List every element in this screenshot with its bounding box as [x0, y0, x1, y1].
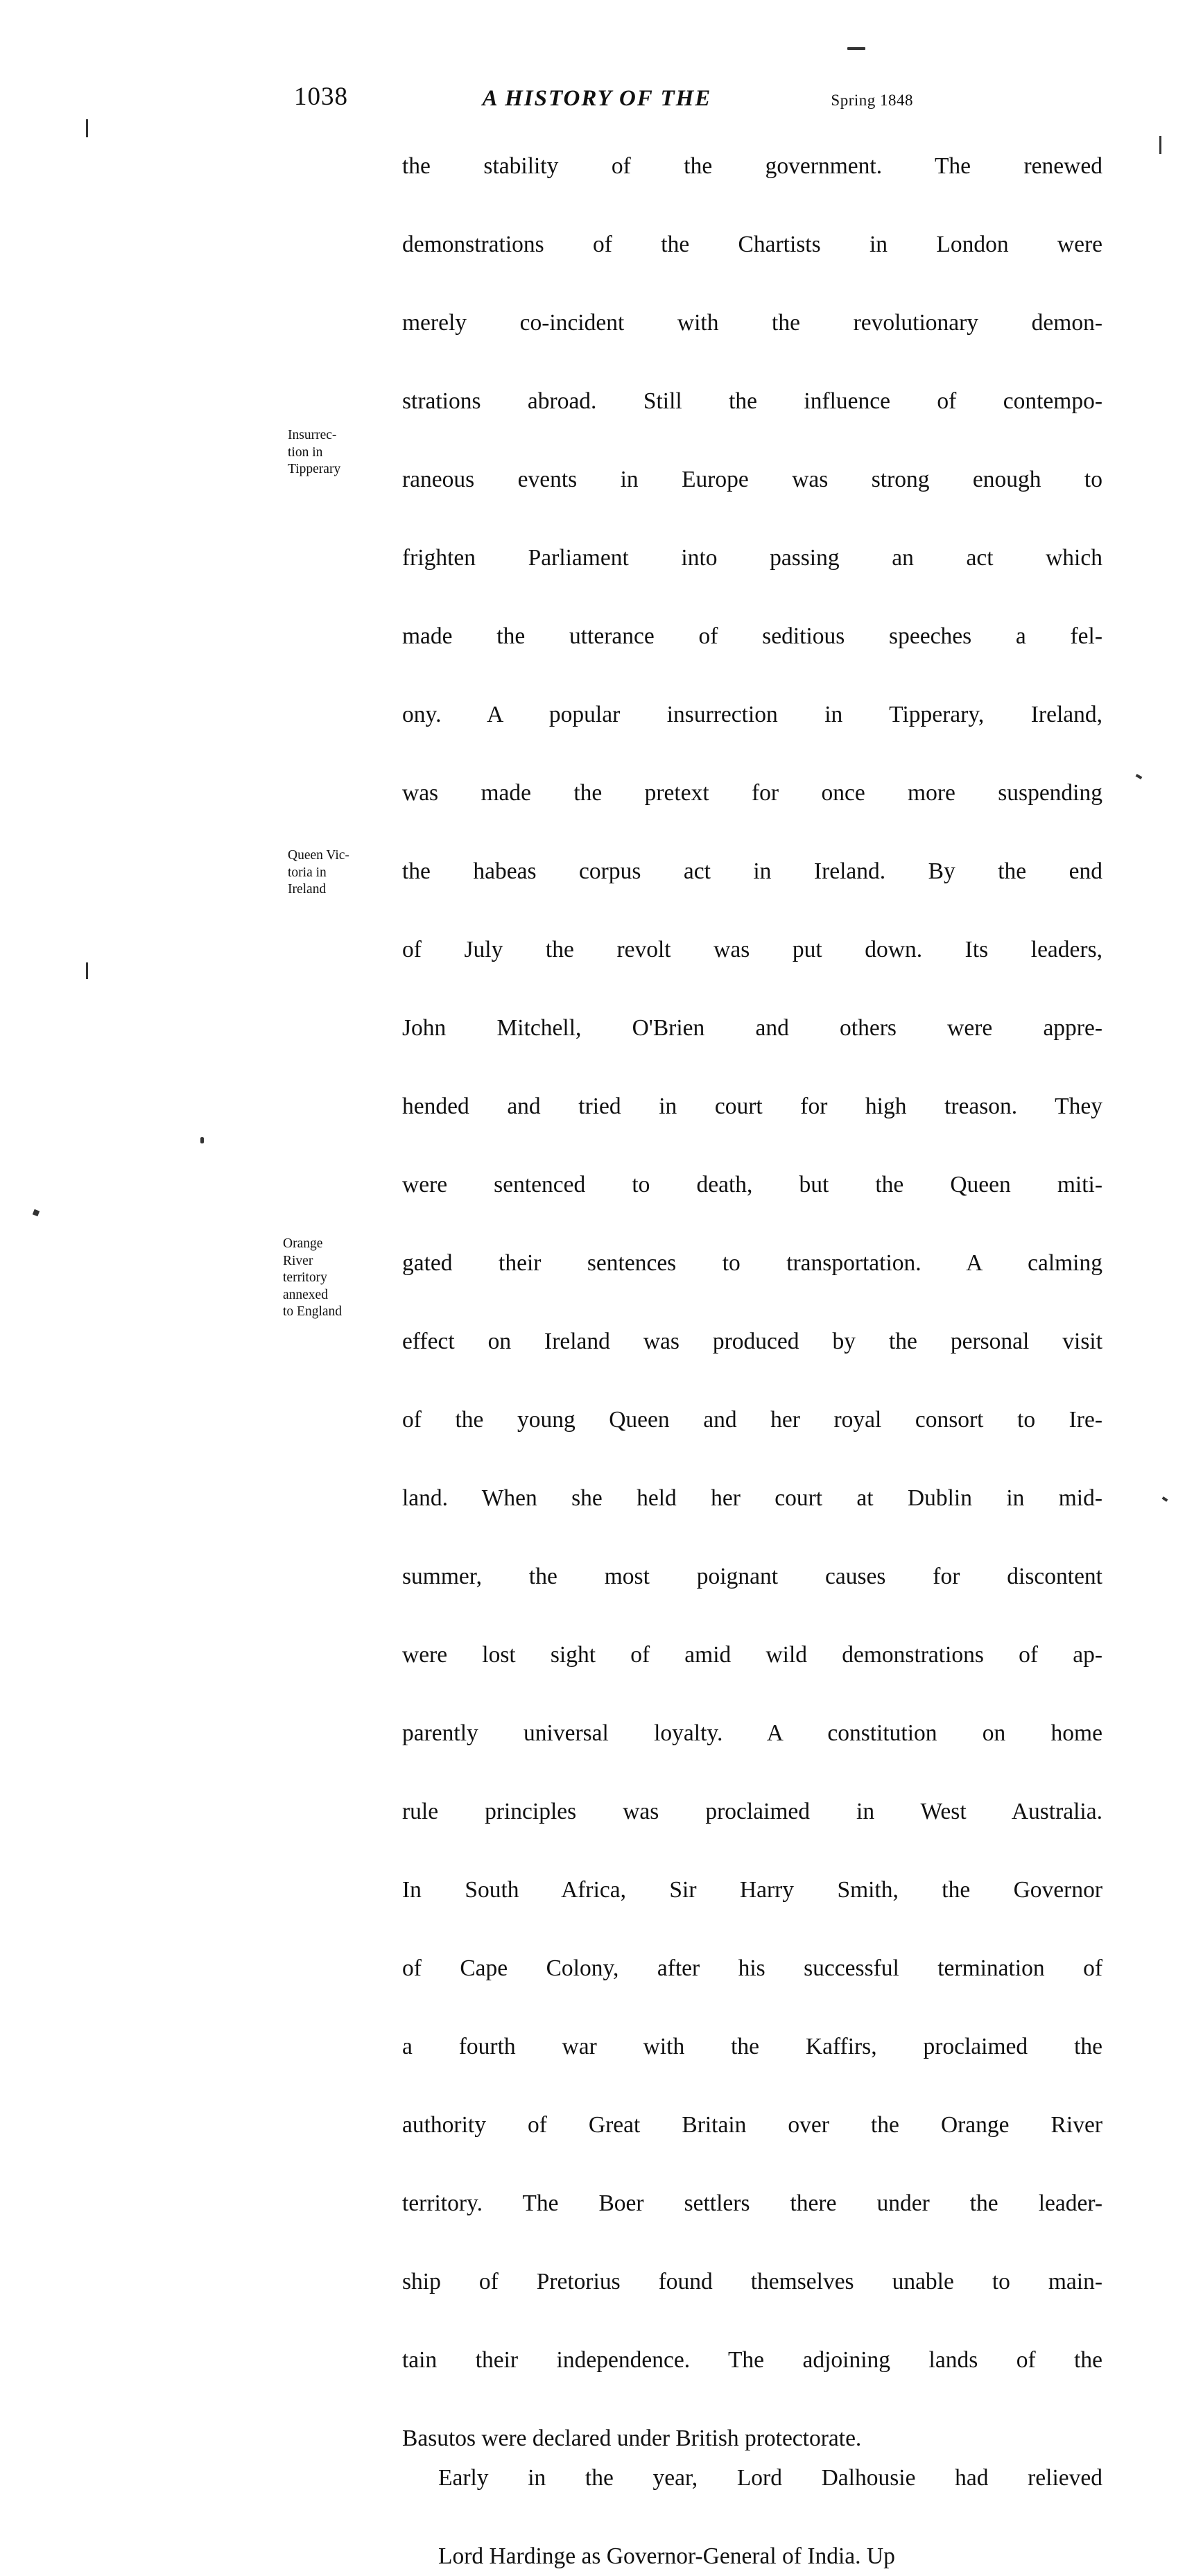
scan-mark-top [847, 47, 865, 50]
text-line: summer, the most poignant causes for discontent [402, 1557, 1102, 1636]
text-line: were lost sight of amid wild demonstrations of ap- [402, 1636, 1102, 1714]
sidenote-orange-river-territory-annexed [283, 1236, 394, 1321]
text-line: ony. A popular insurrection in Tipperary, Ireland, [402, 695, 1102, 774]
sidenote-line: Orange [283, 1236, 322, 1251]
sidenote-line: Queen Vic- [288, 848, 349, 863]
body-text-column [402, 147, 1102, 2576]
sidenote-insurrection-in-tipperary [288, 427, 392, 478]
paragraph-one [402, 147, 1102, 2459]
text-line: Early in the year, Lord Dalhousie had relieved [402, 2459, 1102, 2537]
text-line: the habeas corpus act in Ireland. By the end [402, 852, 1102, 931]
sidenote-line: Ireland [288, 882, 326, 897]
text-line: of the young Queen and her royal consort to Ire- [402, 1401, 1102, 1479]
text-line: made the utterance of seditious speeches a fel- [402, 617, 1102, 695]
text-line: of July the revolt was put down. Its leaders, [402, 931, 1102, 1009]
header-date: Spring 1848 [831, 92, 913, 110]
sidenote-line: toria in [288, 865, 327, 880]
text-line: John Mitchell, O'Brien and others were appre- [402, 1009, 1102, 1087]
text-line: parently universal loyalty. A constitution on home [402, 1714, 1102, 1792]
sidenote-line: Insurrec- [288, 428, 336, 442]
scan-mark-left-lower [86, 962, 88, 979]
text-line: authority of Great Britain over the Orange River [402, 2106, 1102, 2184]
text-line: of Cape Colony, after his successful termination of [402, 1949, 1102, 2028]
text-line: strations abroad. Still the influence of contempo- [402, 382, 1102, 460]
sidenote-line: Tipperary [288, 462, 340, 476]
running-title: A HISTORY OF THE [0, 86, 1194, 112]
text-line: rule principles was proclaimed in West Australia. [402, 1792, 1102, 1871]
text-line: frighten Parliament into passing an act which [402, 539, 1102, 617]
sidenote-line: territory [283, 1270, 327, 1285]
text-line: ship of Pretorius found themselves unable to main- [402, 2263, 1102, 2341]
scan-speck-four [1162, 1496, 1168, 1502]
text-line: raneous events in Europe was strong enough to [402, 460, 1102, 539]
text-line: merely co-incident with the revolutionary demon- [402, 304, 1102, 382]
text-line: gated their sentences to transportation. A calming [402, 1244, 1102, 1322]
paragraph-two [402, 2459, 1102, 2576]
text-line: In South Africa, Sir Harry Smith, the Governor [402, 1871, 1102, 1949]
text-line: effect on Ireland was produced by the personal visit [402, 1322, 1102, 1401]
scan-mark-right-upper [1159, 136, 1161, 154]
text-line: Lord Hardinge as Governor-General of India. Up [402, 2537, 1102, 2576]
scan-mark-left-upper [86, 119, 88, 137]
sidenote-queen-victoria-in-ireland [288, 847, 393, 899]
sidenote-line: to England [283, 1304, 342, 1319]
text-line: land. When she held her court at Dublin in mid- [402, 1479, 1102, 1557]
text-line: territory. The Boer settlers there under the leader- [402, 2184, 1102, 2263]
text-line: the stability of the government. The renewed [402, 147, 1102, 225]
sidenote-line: tion in [288, 445, 322, 460]
page-header [0, 82, 1194, 116]
text-line: tain their independence. The adjoining lands of the [402, 2341, 1102, 2419]
text-line: a fourth war with the Kaffirs, proclaimed the [402, 2028, 1102, 2106]
page-number: 1038 [294, 82, 348, 112]
text-line: demonstrations of the Chartists in London were [402, 225, 1102, 304]
scan-speck-two [33, 1209, 40, 1216]
scan-speck-one [200, 1137, 204, 1143]
sidenote-line: annexed [283, 1288, 328, 1302]
text-line: were sentenced to death, but the Queen miti- [402, 1166, 1102, 1244]
scan-speck-three [1136, 774, 1143, 779]
sidenote-line: River [283, 1254, 313, 1268]
text-line: was made the pretext for once more suspending [402, 774, 1102, 852]
text-line: hended and tried in court for high treason. They [402, 1087, 1102, 1166]
text-line: Basutos were declared under British protectorate. [402, 2419, 1102, 2459]
